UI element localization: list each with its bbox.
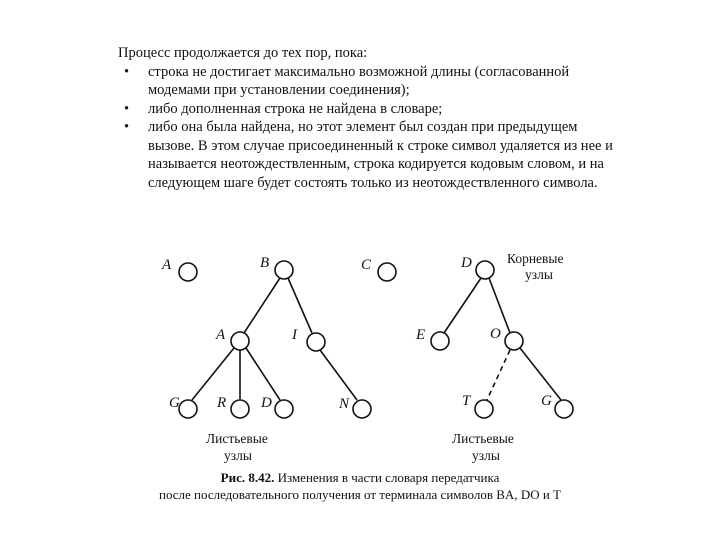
node-a-child bbox=[231, 332, 249, 350]
list-item-text: либо она была найдена, но этот элемент был создан при предыдущем вызове. В этом случае присоединенный к строке символ удаляется из нее и называется неотождествленным, строка кодируется кодовым словом, и на следующем шаге будет состоять только из неотождествленного символа. bbox=[148, 119, 613, 191]
bullet-glyph: • bbox=[124, 63, 130, 80]
node-d-leaf bbox=[275, 400, 293, 418]
edge-b-a bbox=[244, 278, 280, 333]
node-i bbox=[307, 333, 325, 351]
list-item-text: либо дополненная строка не найдена в словаре; bbox=[148, 100, 443, 117]
list-item-text: строка не достигает максимально возможной длины (согласованной модемами при установлении соединения); bbox=[148, 63, 570, 98]
root-nodes-label-line2: узлы bbox=[525, 267, 553, 282]
bullet-glyph: • bbox=[124, 100, 130, 117]
label-g-left: G bbox=[169, 395, 180, 411]
label-b: B bbox=[260, 255, 270, 271]
node-n bbox=[353, 400, 371, 418]
leaf-nodes-label-left-line2: узлы bbox=[224, 448, 252, 463]
leaf-nodes-label-left-line1: Листьевые bbox=[206, 431, 268, 446]
caption-number: Рис. 8.42. bbox=[220, 470, 275, 485]
label-d-leaf: D bbox=[261, 395, 272, 411]
label-o: O bbox=[490, 326, 501, 342]
edge-a-d bbox=[246, 348, 280, 400]
edge-b-i bbox=[288, 278, 312, 333]
figure-caption bbox=[120, 469, 600, 503]
caption-line-1 bbox=[120, 469, 600, 486]
node-a-root bbox=[179, 263, 197, 281]
edge-d-e bbox=[444, 278, 481, 333]
intro-paragraph: Процесс продолжается до тех пор, пока: bbox=[118, 45, 368, 61]
edge-o-t-dashed bbox=[487, 350, 510, 400]
node-e bbox=[431, 332, 449, 350]
node-b bbox=[275, 261, 293, 279]
caption-text-1: Изменения в части словаря передатчика bbox=[277, 470, 500, 485]
label-i: I bbox=[292, 327, 297, 343]
node-g-right bbox=[555, 400, 573, 418]
label-r: R bbox=[217, 395, 227, 411]
caption-line-2: после последовательного получения от терминала символов BA, DO и T bbox=[158, 487, 561, 502]
label-a-child: A bbox=[216, 327, 226, 343]
label-e: E bbox=[416, 327, 426, 343]
label-d-root: D bbox=[461, 255, 472, 271]
edge-d-o bbox=[489, 278, 510, 333]
bullet-glyph: • bbox=[124, 119, 130, 135]
label-c: C bbox=[361, 257, 372, 273]
leaf-nodes-label-right-line1: Листьевые bbox=[452, 431, 514, 446]
label-n: N bbox=[339, 396, 350, 412]
label-g-right: G bbox=[541, 393, 552, 409]
edge-a-g bbox=[192, 348, 234, 400]
node-r bbox=[231, 400, 249, 418]
node-t bbox=[475, 400, 493, 418]
root-nodes-label-line1: Корневые bbox=[507, 251, 564, 266]
label-t: T bbox=[462, 393, 471, 409]
node-o bbox=[505, 332, 523, 350]
label-a-root: A bbox=[162, 257, 172, 273]
node-d-root bbox=[476, 261, 494, 279]
edge-i-n bbox=[320, 350, 357, 400]
node-c bbox=[378, 263, 396, 281]
node-g-left bbox=[179, 400, 197, 418]
leaf-nodes-label-right-line2: узлы bbox=[472, 448, 500, 463]
